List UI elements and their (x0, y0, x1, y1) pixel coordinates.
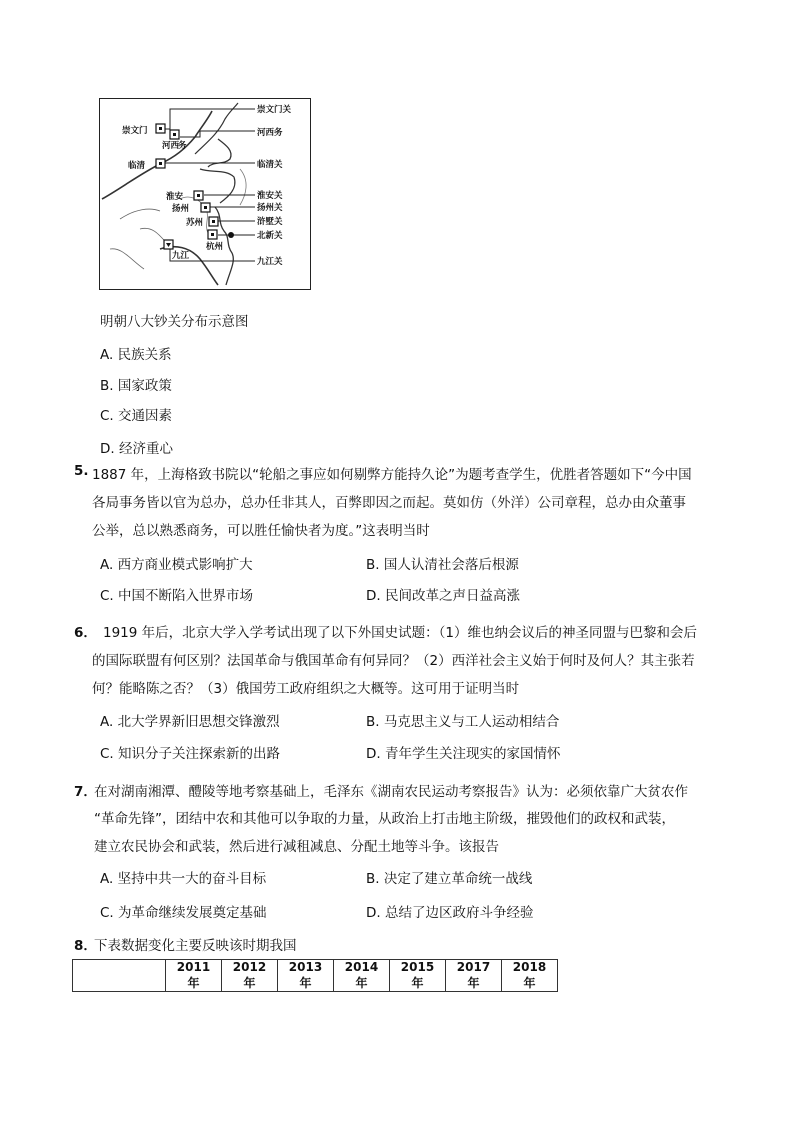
city-label-yangzhou: 扬州 (172, 204, 190, 214)
city-label-chongwenmen: 崇文门 (122, 126, 148, 136)
q5-option-c[interactable]: C. 中国不断陷入世界市场 (100, 588, 254, 604)
city-label-wu: 务 (178, 141, 187, 151)
city-label-jiujiang: 九江 (172, 251, 190, 261)
city-label-hexi: 河西 (162, 141, 180, 151)
q4-option-a[interactable]: A. 民族关系 (100, 347, 172, 363)
q5-option-a[interactable]: A. 西方商业模式影响扩大 (100, 557, 253, 573)
q6-line-3: 何？能略陈之否？（3）俄国劳工政府组织之大概等。这可用于证明当时 (92, 681, 520, 697)
gate-label-yangzhou: 扬州关 (257, 203, 283, 213)
q5-line-3: 公举，总以熟悉商务，可以胜任愉快者为度。”这表明当时 (92, 523, 430, 539)
q5-number: 5. (74, 463, 89, 479)
table-header-cell: 2011 年 (166, 960, 222, 992)
q4-option-b[interactable]: B. 国家政策 (100, 378, 172, 394)
q6-line-1: 1919 年后，北京大学入学考试出现了以下外国史试题：（1）维也纳会议后的神圣同盟与巴黎和会后 (103, 625, 697, 641)
gate-label-huangshu: 浒墅关 (257, 217, 283, 227)
q6-line-2: 的国际联盟有何区别？法国革命与俄国革命有何异同？（2）西洋社会主义始于何时及何人？其主张若 (92, 653, 695, 669)
map-caption: 明朝八大钞关分布示意图 (100, 314, 249, 330)
gate-label-jiujiang: 九江关 (257, 257, 283, 267)
table-header-cell: 2015 年 (390, 960, 446, 992)
gate-label-huaian: 淮安关 (257, 191, 283, 201)
city-label-suzhou: 苏州 (186, 218, 204, 228)
q7-option-c[interactable]: C. 为革命继续发展奠定基础 (100, 905, 267, 921)
q7-number: 7． (74, 784, 97, 800)
q5-option-b[interactable]: B. 国人认清社会落后根源 (366, 557, 519, 573)
q5-line-1: 1887 年，上海格致书院以“轮船之事应如何剔弊方能持久论”为题考查学生，优胜者答题如下“今中国 (92, 467, 692, 483)
city-label-huaian: 淮安 (166, 192, 184, 202)
q7-line-1: 在对湖南湘潭、醴陵等地考察基础上，毛泽东《湖南农民运动考察报告》认为：必须依靠广大贫农作 (94, 784, 688, 800)
city-label-linqing: 临清 (128, 161, 146, 171)
map-figure (99, 98, 311, 290)
q7-line-2: “革命先锋”，团结中农和其他可以争取的力量，从政治上打击地主阶级，摧毁他们的政权和武装， (94, 811, 675, 827)
table-header-row (73, 960, 558, 992)
q6-number: 6． (74, 625, 97, 641)
q6-option-c[interactable]: C. 知识分子关注探索新的出路 (100, 746, 281, 762)
gate-label-chongwenmen: 崇文门关 (257, 105, 292, 115)
q5-line-2: 各局事务皆以官为总办，总办任非其人，百弊即因之而起。莫如仿（外洋）公司章程，总办由众董事 (92, 495, 686, 511)
q6-option-d[interactable]: D. 青年学生关注现实的家国情怀 (366, 746, 561, 762)
gate-label-beixin: 北新关 (257, 231, 283, 241)
q5-option-d[interactable]: D. 民间改革之声日益高涨 (366, 588, 520, 604)
q7-option-a[interactable]: A. 坚持中共一大的奋斗目标 (100, 871, 267, 887)
q7-line-3: 建立农民协会和武装，然后进行减租减息、分配土地等斗争。该报告 (94, 839, 499, 855)
q4-option-c[interactable]: C. 交通因素 (100, 408, 173, 424)
table-header-cell (73, 960, 166, 992)
q6-option-a[interactable]: A. 北大学界新旧思想交锋激烈 (100, 714, 280, 730)
table-header-cell: 2012 年 (222, 960, 278, 992)
q4-option-d[interactable]: D. 经济重心 (100, 441, 173, 457)
q8-text: 下表数据变化主要反映该时期我国 (94, 938, 297, 954)
map-graphic (100, 99, 310, 289)
q7-option-d[interactable]: D. 总结了边区政府斗争经验 (366, 905, 534, 921)
gate-label-linqing: 临清关 (257, 160, 283, 170)
table-header-cell: 2017 年 (446, 960, 502, 992)
table-header-cell: 2013 年 (278, 960, 334, 992)
q6-option-b[interactable]: B. 马克思主义与工人运动相结合 (366, 714, 560, 730)
table-header-cell: 2018 年 (502, 960, 558, 992)
gate-label-hexiwu: 河西务 (257, 128, 283, 138)
data-table (72, 959, 558, 992)
table-header-cell: 2014 年 (334, 960, 390, 992)
city-label-hangzhou: 杭州 (206, 242, 224, 252)
q8-number: 8． (74, 938, 97, 954)
q7-option-b[interactable]: B. 决定了建立革命统一战线 (366, 871, 533, 887)
